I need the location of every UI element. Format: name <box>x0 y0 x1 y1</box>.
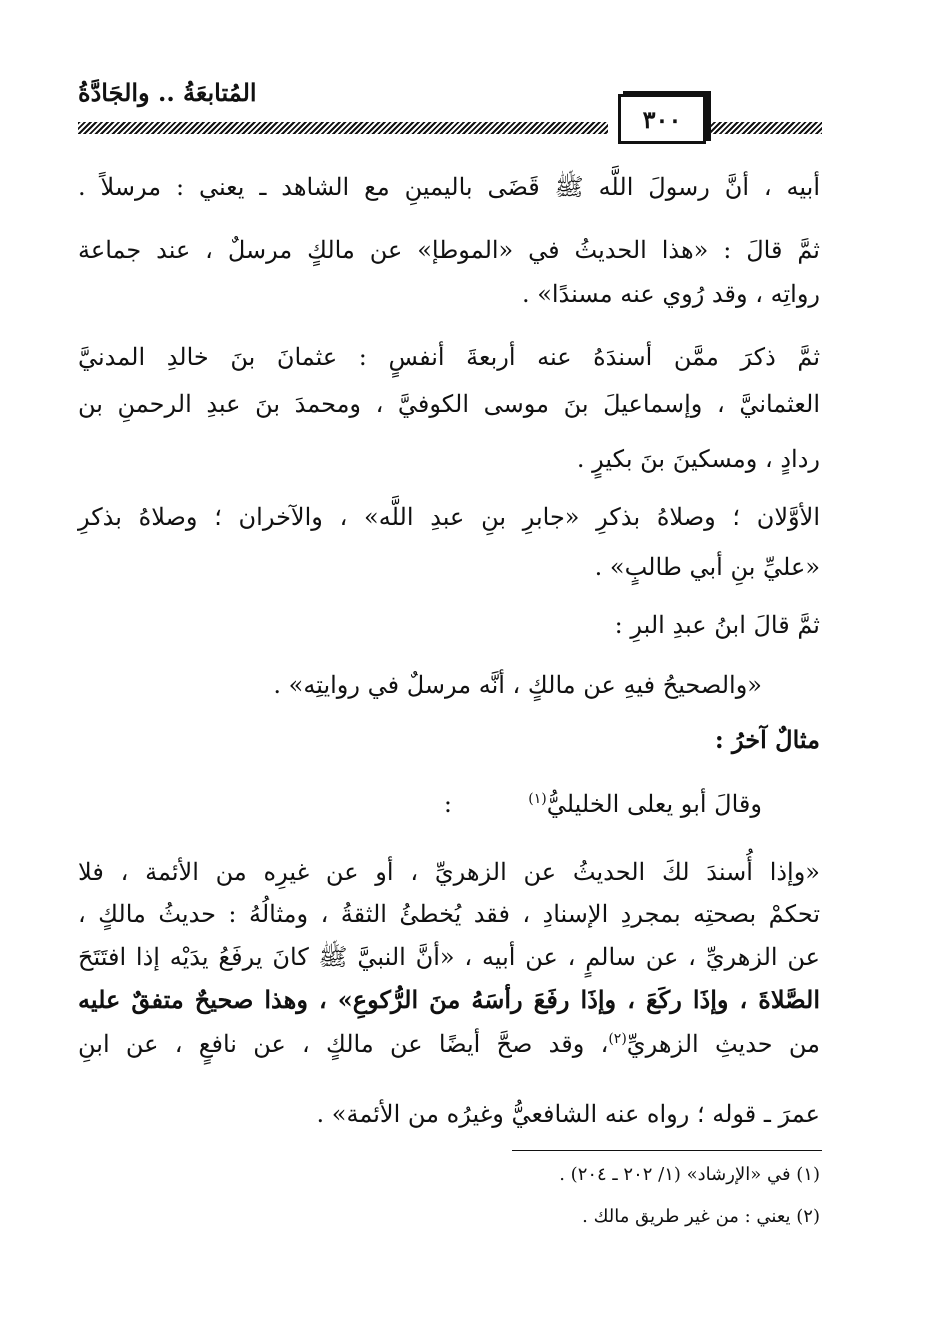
body-line-5: العثمانيَّ ، وإسماعيلَ بنَ موسى الكوفيَّ ، ومحمدَ بنَ عبدِ الرحمنِ بن <box>78 390 820 418</box>
page-number: ٣٠٠ <box>618 94 706 144</box>
footnote-2: (٢) يعني : من غير طريق مالك . <box>582 1206 820 1227</box>
section-heading: مثالٌ آخرُ : <box>714 725 820 754</box>
body-line-12: وقالَ أبو يعلى الخليليُّ$^{(١)}$ <box>528 790 762 818</box>
body-line-4: ثمَّ ذكرَ ممَّن أسندَهُ عنه أربعةَ أنفسٍ : عثمانَ بنَ خالدِ المدنيَّ <box>78 343 820 371</box>
body-line-7: الأوَّلان ؛ وصلاهُ بذكرِ «جابرِ بنِ عبدِ اللَّه» ، والآخران ؛ وصلاهُ بذكرِ <box>78 503 820 531</box>
footnote-marker-1: (١) <box>528 791 547 807</box>
header-rule-right <box>708 122 822 134</box>
body-line-3: رواتِه ، وقد رُوي عنه مسندًا» . <box>521 280 820 308</box>
body-line-17: من حديثِ الزهريِّ$^{(٢)}$، وقد صحَّ أيضًا عن مالكٍ ، عن نافعٍ ، عن ابنِ <box>78 1030 821 1058</box>
body-line-2: ثمَّ قالَ : «هذا الحديثُ في «الموطإ» عن مالكٍ مرسلٌ ، عند جماعة <box>78 236 820 264</box>
body-line-10: «والصحيحُ فيهِ عن مالكٍ ، أنَّه مرسلٌ في روايتِه» . <box>273 671 762 699</box>
body-line-12-colon: : <box>443 790 452 818</box>
header-rule-left <box>78 122 608 134</box>
body-line-15: عن الزهريِّ ، عن سالمٍ ، عن أبيه ، «أنَّ النبيَّ ﷺ كانَ يرفَعُ يدَيْه إذا افتَتَحَ <box>78 943 820 971</box>
body-line-6: ردادٍ ، ومسكينَ بنَ بكيرٍ . <box>576 445 820 473</box>
footnote-marker-2: (٢) <box>608 1031 627 1047</box>
footnote-1: (١) في «الإرشاد» (١/ ٢٠٢ ـ ٢٠٤) . <box>559 1164 820 1185</box>
running-title: المُتابعَةُ .. والجَادَّةُ <box>78 78 257 107</box>
body-line-14: تحكمْ بصحتِه بمجردِ الإسنادِ ، فقد يُخطئُ الثقةُ ، ومثالُهُ : حديثُ مالكٍ ، <box>78 900 820 928</box>
body-line-1: أبيه ، أنَّ رسولَ اللَّه ﷺ قَضَى باليمينِ مع الشاهد ـ يعني : مرسلاً . <box>78 173 820 201</box>
footnote-separator <box>512 1150 822 1151</box>
body-line-18: عمرَ ـ قوله ؛ رواه عنه الشافعيُّ وغيرُه من الأئمة» . <box>316 1100 820 1128</box>
body-line-16: الصَّلاةَ ، وإذَا ركَعَ ، وإذَا رفَعَ رأسَهُ منَ الرُّكوعِ» ، وهذا صحيحٌ متفقٌ عليه <box>78 985 820 1014</box>
body-line-9: ثمَّ قالَ ابنُ عبدِ البرِ : <box>614 611 820 639</box>
body-line-8: «عليِّ بنِ أبي طالبٍ» . <box>594 553 820 581</box>
body-line-13: «وإذا أُسندَ لكَ الحديثُ عن الزهريِّ ، أو عن غيرِه من الأئمة ، فلا <box>78 858 820 886</box>
